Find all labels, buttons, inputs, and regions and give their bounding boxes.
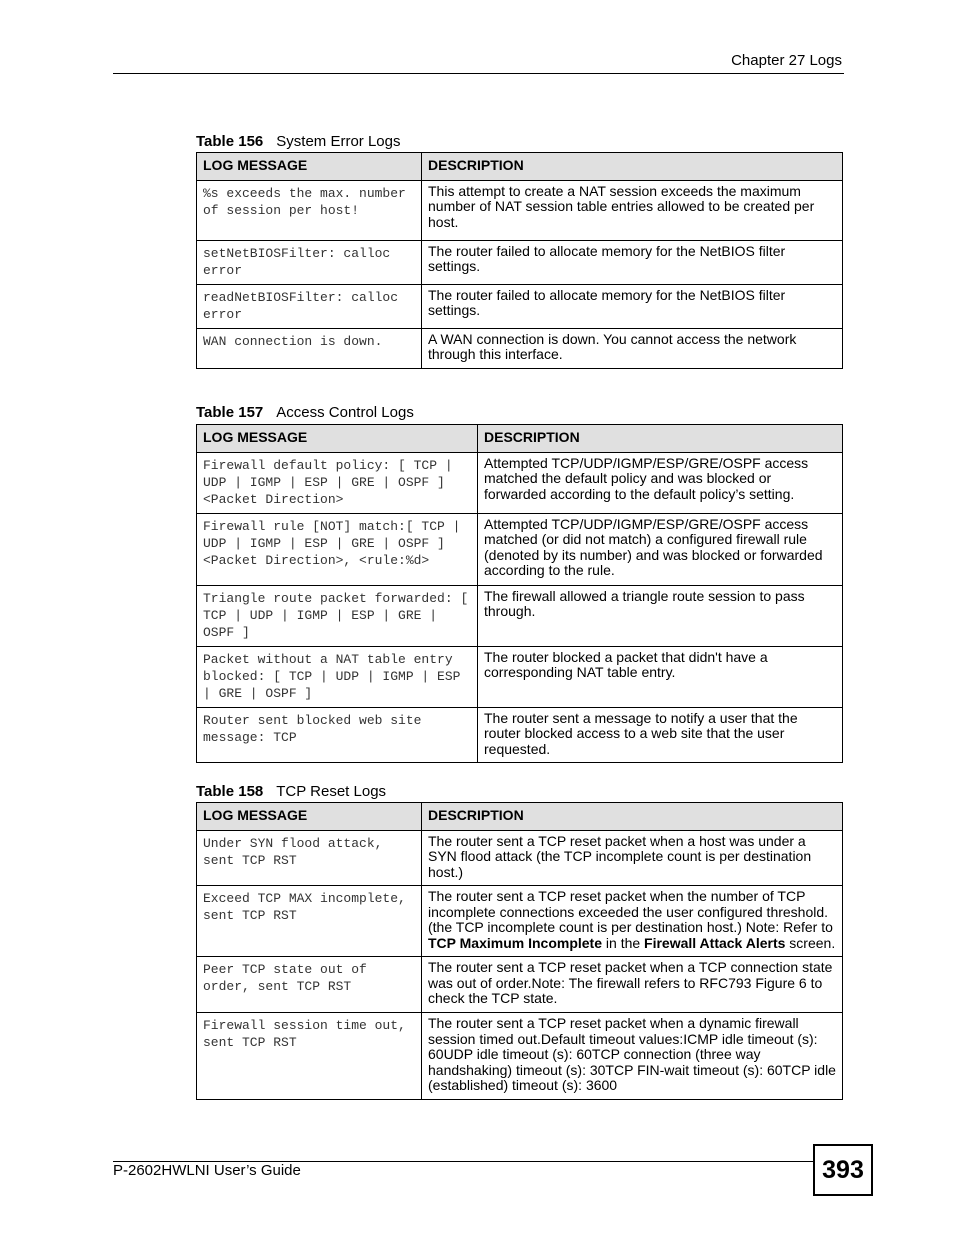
log-message-cell: Triangle route packet forwarded: [ TCP | UDP | IGMP | ESP | GRE | OSPF ] xyxy=(197,585,478,646)
table-row xyxy=(197,513,843,585)
table-row xyxy=(197,707,843,763)
table-row xyxy=(197,180,843,240)
table-row xyxy=(197,646,843,707)
table-row xyxy=(197,452,843,513)
description-cell: The router sent a message to notify a user that the router blocked access to a web site that the user requested. xyxy=(478,707,843,763)
description-cell: The router blocked a packet that didn't have a corresponding NAT table entry. xyxy=(478,646,843,707)
description-cell: The router failed to allocate memory for the NetBIOS filter settings. xyxy=(422,284,843,328)
table-row xyxy=(197,886,843,957)
page-number: 393 xyxy=(813,1144,873,1196)
table-row xyxy=(197,284,843,328)
table-header-row xyxy=(197,803,843,831)
table-row xyxy=(197,328,843,368)
access-control-logs-table xyxy=(196,424,843,763)
tcp-reset-logs-table xyxy=(196,802,843,1100)
column-header-description: DESCRIPTION xyxy=(422,803,843,831)
description-cell: The router failed to allocate memory for the NetBIOS filter settings. xyxy=(422,240,843,284)
tcp-maximum-incomplete-term: TCP Maximum Incomplete xyxy=(428,934,603,951)
description-cell: The router sent a TCP reset packet when a TCP connection state was out of order.Note: The firewall refers to RFC793 Figure 6 to check the TCP state. xyxy=(422,957,843,1013)
firewall-attack-alerts-term: Firewall Attack Alerts xyxy=(644,934,786,951)
column-header-log-message: LOG MESSAGE xyxy=(197,425,478,453)
guide-title: P-2602HWLNI User’s Guide xyxy=(113,1162,301,1179)
log-message-cell: readNetBIOSFilter: calloc error xyxy=(197,284,422,328)
description-cell: The firewall allowed a triangle route session to pass through. xyxy=(478,585,843,646)
description-text: screen. xyxy=(785,934,836,951)
table-row xyxy=(197,957,843,1013)
table-158-caption xyxy=(196,783,386,800)
log-message-cell: Router sent blocked web site message: TCP xyxy=(197,707,478,763)
system-error-logs-table xyxy=(196,152,843,369)
table-title: TCP Reset Logs xyxy=(276,783,387,800)
description-cell: The router sent a TCP reset packet when a dynamic firewall session timed out.Default timeout values:ICMP idle timeout (s): 60UDP idle timeout (s): 60TCP connection (three way handshaking) timeout (s): 30TCP FIN-wait timeout (s): 60TCP idle (established) timeout (s): 3600 xyxy=(422,1013,843,1100)
description-cell: A WAN connection is down. You cannot access the network through this interface. xyxy=(422,328,843,368)
log-message-cell: %s exceeds the max. number of session per host! xyxy=(197,180,422,240)
log-message-cell: Firewall rule [NOT] match:[ TCP | UDP | IGMP | ESP | GRE | OSPF ] <Packet Direction>, <rule:%d> xyxy=(197,513,478,585)
description-cell xyxy=(422,886,843,957)
description-text: in the xyxy=(602,934,645,951)
column-header-description: DESCRIPTION xyxy=(478,425,843,453)
log-message-cell: WAN connection is down. xyxy=(197,328,422,368)
table-row xyxy=(197,830,843,886)
log-message-cell: Under SYN flood attack, sent TCP RST xyxy=(197,830,422,886)
description-cell: The router sent a TCP reset packet when a host was under a SYN flood attack (the TCP incomplete count is per destination host.) xyxy=(422,830,843,886)
table-row xyxy=(197,240,843,284)
table-title: System Error Logs xyxy=(276,133,401,150)
description-text: The router sent a TCP reset packet when the number of TCP incomplete connections exceeded the user configured threshold. (the TCP incomplete count is per destination host.) Note: Refer to xyxy=(428,888,833,935)
description-cell: Attempted TCP/UDP/IGMP/ESP/GRE/OSPF access matched the default policy and was blocked or forwarded according to the default policy’s setting. xyxy=(478,452,843,513)
log-message-cell: Exceed TCP MAX incomplete, sent TCP RST xyxy=(197,886,422,957)
column-header-log-message: LOG MESSAGE xyxy=(197,803,422,831)
table-header-row xyxy=(197,425,843,453)
table-157-caption xyxy=(196,404,414,421)
table-156-caption xyxy=(196,133,400,150)
table-number: Table 156 xyxy=(196,133,264,150)
column-header-description: DESCRIPTION xyxy=(422,153,843,181)
table-number: Table 158 xyxy=(196,783,264,800)
log-message-cell: Packet without a NAT table entry blocked: [ TCP | UDP | IGMP | ESP | GRE | OSPF ] xyxy=(197,646,478,707)
log-message-cell: Firewall session time out, sent TCP RST xyxy=(197,1013,422,1100)
description-cell: This attempt to create a NAT session exceeds the maximum number of NAT session table entries allowed to be created per host. xyxy=(422,180,843,240)
log-message-cell: Firewall default policy: [ TCP | UDP | IGMP | ESP | GRE | OSPF ] <Packet Direction> xyxy=(197,452,478,513)
table-row xyxy=(197,585,843,646)
log-message-cell: Peer TCP state out of order, sent TCP RST xyxy=(197,957,422,1013)
chapter-title: Chapter 27 Logs xyxy=(731,52,842,69)
column-header-log-message: LOG MESSAGE xyxy=(197,153,422,181)
table-title: Access Control Logs xyxy=(276,404,414,421)
table-row xyxy=(197,1013,843,1100)
log-message-cell: setNetBIOSFilter: calloc error xyxy=(197,240,422,284)
table-header-row xyxy=(197,153,843,181)
table-number: Table 157 xyxy=(196,404,264,421)
description-cell: Attempted TCP/UDP/IGMP/ESP/GRE/OSPF access matched (or did not match) a configured firewall rule (denoted by its number) and was blocked or forwarded according to the rule. xyxy=(478,513,843,585)
header-divider xyxy=(113,73,844,74)
